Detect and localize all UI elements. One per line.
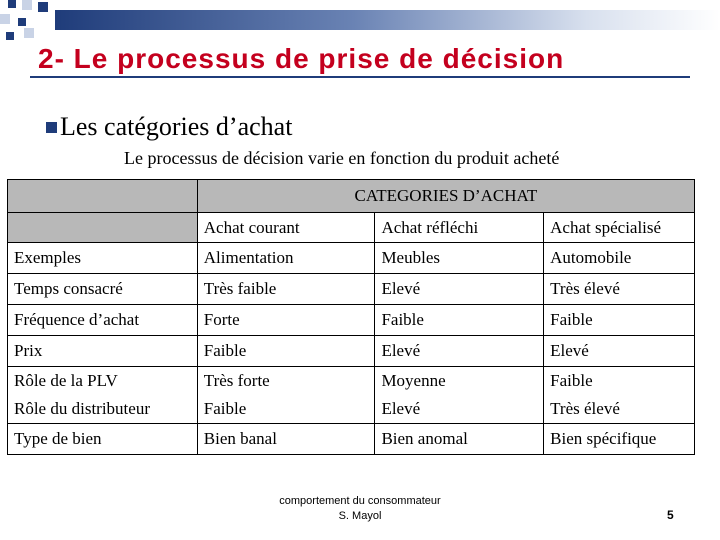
- row-label: Temps consacré: [8, 274, 198, 305]
- row-label-line: Rôle de la PLV: [14, 371, 118, 390]
- cell-line: Faible: [203, 399, 247, 418]
- table-cell: [375, 367, 544, 424]
- title-underline: [30, 76, 690, 78]
- table-cell: Faible: [375, 305, 544, 336]
- header-gradient-bar: [55, 10, 720, 30]
- table-row: [8, 305, 695, 336]
- column-header: Achat courant: [197, 213, 375, 243]
- row-label: Exemples: [8, 243, 198, 274]
- bullet-text: Les catégories d’achat: [60, 112, 293, 141]
- purchase-categories-table: [7, 179, 695, 455]
- table-cell: Elevé: [375, 274, 544, 305]
- footer-author: S. Mayol: [338, 510, 382, 522]
- table-row: [8, 274, 695, 305]
- row-label: Type de bien: [8, 424, 198, 455]
- table-cell: Elevé: [375, 336, 544, 367]
- table-group-header: CATEGORIES D’ACHAT: [197, 180, 694, 213]
- table-cell: Elevé: [544, 336, 695, 367]
- table-column-header-row: [8, 213, 695, 243]
- row-label: Prix: [8, 336, 198, 367]
- table-corner-cell: [8, 180, 198, 213]
- cell-line: Faible: [550, 371, 593, 390]
- page-number: 5: [667, 508, 674, 522]
- table-cell: Automobile: [544, 243, 695, 274]
- column-header: Achat spécialisé: [544, 213, 695, 243]
- slide-subtitle: Le processus de décision varie en fonction du produit acheté: [124, 148, 560, 168]
- square-bullet-icon: [46, 122, 57, 133]
- table-cell: Bien spécifique: [544, 424, 695, 455]
- cell-line: Très élevé: [550, 399, 620, 418]
- table-row: [8, 243, 695, 274]
- table-row: [8, 367, 695, 424]
- slide-title: 2- Le processus de prise de décision: [38, 43, 565, 74]
- footer-course: comportement du consommateur: [279, 495, 441, 507]
- slide-footer: [240, 494, 480, 524]
- table-cell: [544, 367, 695, 424]
- cell-line: Moyenne: [381, 371, 446, 390]
- row-label: Fréquence d’achat: [8, 305, 198, 336]
- table-cell: Meubles: [375, 243, 544, 274]
- table-cell: Forte: [197, 305, 375, 336]
- cell-line: Elevé: [381, 399, 421, 418]
- table-cell: Faible: [197, 336, 375, 367]
- table-cell: [197, 367, 375, 424]
- table-cell: Faible: [544, 305, 695, 336]
- table-row: [8, 336, 695, 367]
- table-row: [8, 424, 695, 455]
- row-label: [8, 367, 198, 424]
- table-group-header-row: [8, 180, 695, 213]
- cell-line: Très forte: [203, 371, 270, 390]
- table-cell: Très faible: [197, 274, 375, 305]
- row-label-line: Rôle du distributeur: [14, 399, 150, 418]
- table-cell: Bien banal: [197, 424, 375, 455]
- table-cell: Alimentation: [197, 243, 375, 274]
- table-corner-cell: [8, 213, 198, 243]
- column-header: Achat réfléchi: [375, 213, 544, 243]
- table-cell: Très élevé: [544, 274, 695, 305]
- table-cell: Bien anomal: [375, 424, 544, 455]
- bullet-item: [46, 112, 292, 142]
